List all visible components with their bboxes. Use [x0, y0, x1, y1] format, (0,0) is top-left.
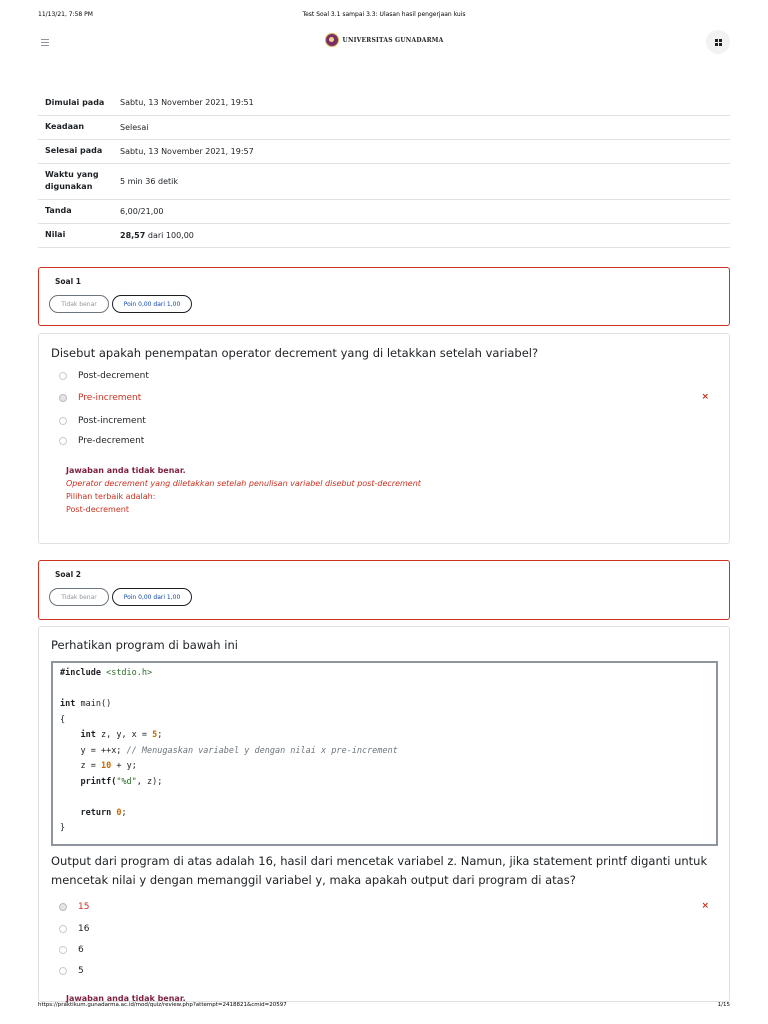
radio-button[interactable] — [59, 946, 67, 954]
summary-label: Tanda — [45, 206, 72, 215]
feedback-title: Jawaban anda tidak benar. — [66, 466, 186, 475]
answer-option[interactable] — [59, 434, 144, 448]
incorrect-icon: × — [701, 392, 709, 402]
summary-row — [38, 115, 730, 139]
summary-row — [38, 199, 730, 223]
print-header — [0, 11, 768, 23]
answer-label: 15 — [78, 902, 90, 912]
answer-option[interactable] — [59, 964, 84, 978]
answer-option[interactable] — [59, 414, 146, 428]
print-datetime: 11/13/21, 7:58 PM — [38, 11, 93, 18]
right-answer: Post-decrement — [66, 505, 129, 514]
question-grade-badge: Poin 0,00 dari 1,00 — [112, 588, 192, 606]
summary-value: 5 min 36 detik — [120, 176, 178, 186]
question-text: Disebut apakah penempatan operator decrement yang di letakkan setelah variabel? — [51, 346, 539, 360]
question-grade-badge: Poin 0,00 dari 1,00 — [112, 295, 192, 313]
radio-button[interactable] — [59, 372, 67, 380]
code-block: #include <stdio.h> int main() { int z, y, x = 5; y = ++x; // Menugaskan variabel y dengan nilai x pre-increment z = 10 + y; printf("%d", z); return 0; } — [51, 661, 718, 846]
summary-row — [38, 91, 730, 115]
answer-label: Post-increment — [78, 416, 146, 426]
question-1-content — [38, 333, 730, 544]
question-state-badge: Tidak benar — [49, 588, 109, 606]
summary-row — [38, 163, 730, 199]
question-feedback — [66, 464, 421, 516]
answer-label: 6 — [78, 945, 84, 955]
right-answer-label: Pilihan terbaik adalah: — [66, 492, 156, 501]
question-2-info — [38, 560, 730, 620]
question-text: Output dari program di atas adalah 16, hasil dari mencetak variabel z. Namun, jika statement printf diganti untuk mencetak nilai y dengan memanggil variabel y, maka apakah output dari program di atas? — [51, 854, 708, 887]
grid-icon[interactable] — [706, 30, 730, 54]
print-footer — [0, 1002, 768, 1014]
incorrect-icon: × — [701, 901, 709, 911]
answer-label: Pre-decrement — [78, 436, 145, 446]
answer-label: Post-decrement — [78, 371, 149, 381]
answer-option[interactable] — [59, 943, 84, 957]
radio-button[interactable] — [59, 903, 67, 911]
print-url: https://praktikum.gunadarma.ac.id/mod/quiz/review.php?attempt=2418821&cmid=20597 — [38, 1002, 287, 1008]
university-seal-icon — [325, 33, 339, 47]
answer-label: Pre-increment — [78, 393, 142, 403]
brand-logo[interactable] — [38, 33, 730, 47]
answer-option-selected[interactable] — [59, 391, 141, 405]
summary-row — [38, 139, 730, 163]
general-feedback: Operator decrement yang diletakkan setelah penulisan variabel disebut post-decrement — [66, 479, 421, 488]
summary-value: Sabtu, 13 November 2021, 19:57 — [120, 146, 254, 156]
question-2-content — [38, 626, 730, 1002]
answer-option-selected[interactable] — [59, 900, 89, 914]
summary-value: Sabtu, 13 November 2021, 19:51 — [120, 98, 254, 108]
answer-label: 5 — [78, 966, 84, 976]
radio-button[interactable] — [59, 925, 67, 933]
question-1-info — [38, 267, 730, 326]
feedback-title: Jawaban anda tidak benar. — [66, 994, 186, 1003]
summary-label: Waktu yang digunakan — [45, 170, 99, 191]
summary-label: Keadaan — [45, 122, 85, 131]
radio-button[interactable] — [59, 437, 67, 445]
navbar — [38, 30, 730, 54]
question-number: Soal 2 — [55, 570, 82, 579]
summary-label: Nilai — [45, 230, 66, 239]
summary-value: Selesai — [120, 122, 149, 132]
question-number: Soal 1 — [55, 277, 82, 286]
attempt-summary-table — [38, 91, 730, 248]
brand-text: UNIVERSITAS GUNADARMA — [342, 36, 444, 44]
question-state-badge: Tidak benar — [49, 295, 109, 313]
answer-label: 16 — [78, 924, 90, 934]
answer-option[interactable] — [59, 369, 149, 383]
answer-option[interactable] — [59, 922, 89, 936]
grade-value: 28,57 — [120, 230, 146, 240]
summary-value — [120, 223, 730, 247]
grade-max: dari 100,00 — [147, 230, 194, 240]
print-page-number: 1/15 — [717, 1002, 730, 1008]
radio-button[interactable] — [59, 417, 67, 425]
radio-button[interactable] — [59, 967, 67, 975]
summary-value: 6,00/21,00 — [120, 206, 164, 216]
radio-button[interactable] — [59, 394, 67, 402]
summary-label: Dimulai pada — [45, 97, 105, 107]
summary-row — [38, 223, 730, 247]
summary-label: Selesai pada — [45, 146, 103, 155]
question-intro: Perhatikan program di bawah ini — [51, 638, 238, 652]
print-page-title: Test Soal 3.1 sampai 3.3: Ulasan hasil pengerjaan kuis — [302, 11, 466, 18]
